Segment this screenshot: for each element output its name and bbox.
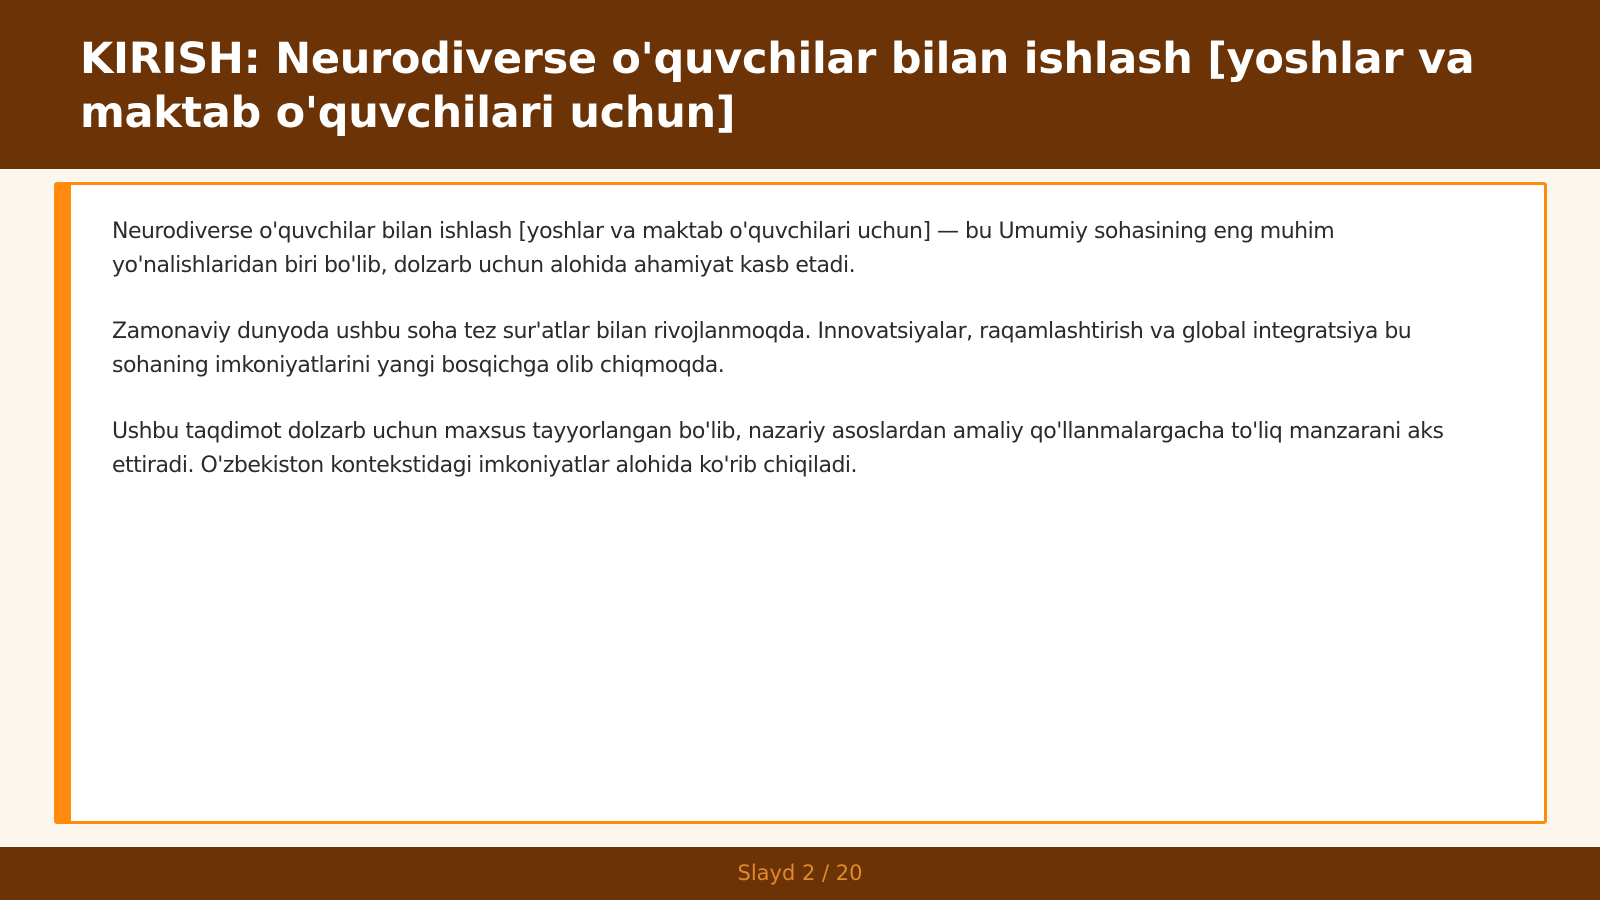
slide-counter: Slayd 2 / 20 [737, 861, 863, 885]
slide-title: KIRISH: Neurodiverse o'quvchilar bilan ishlash [yoshlar va maktab o'quvchilari uchun] [80, 34, 1475, 138]
content-paragraph: Ushbu taqdimot dolzarb uchun maxsus tayyorlangan bo'lib, nazariy asoslardan amaliy qo'llanmalargacha to'liq manzarani aks ettiradi. O'zbekiston kontekstidagi imkoniyatlar alohida ko'rib chiqiladi. [112, 419, 1444, 478]
content-paragraph: Neurodiverse o'quvchilar bilan ishlash [yoshlar va maktab o'quvchilari uchun] — bu Umumiy sohasining eng muhim yo'nalishlaridan biri bo'lib, dolzarb uchun alohida ahamiyat kasb etadi. [112, 219, 1335, 278]
content-paragraph: Zamonaviy dunyoda ushbu soha tez sur'atlar bilan rivojlanmoqda. Innovatsiyalar, raqamlashtirish va global integratsiya bu sohaning imkoniyatlarini yangi bosqichga olib chiqmoqda. [112, 319, 1412, 378]
slide-footer [0, 847, 1600, 900]
slide-header [0, 0, 1600, 169]
content-card [54, 182, 1547, 824]
